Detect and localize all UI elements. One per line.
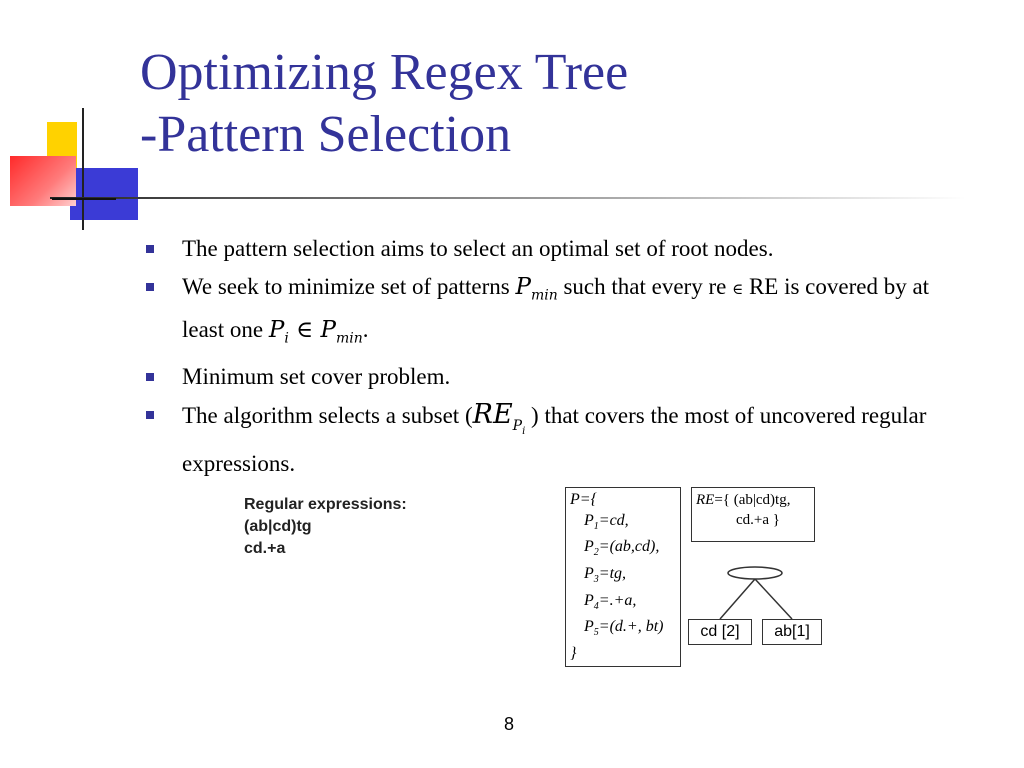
slide-title-line1: Optimizing Regex Tree xyxy=(140,44,629,101)
bullet-text: We seek to minimize set of patterns xyxy=(182,274,516,299)
bullet-text: Minimum set cover problem. xyxy=(182,364,451,390)
bullet-square-icon xyxy=(146,283,154,291)
bullet-text: . xyxy=(362,316,369,342)
re-set-line2: cd.+a } xyxy=(736,512,780,528)
re-item: (ab|cd)tg xyxy=(244,518,312,535)
tree-node-cd: cd [2] xyxy=(688,619,752,645)
re-set-line1: RE={ (ab|cd)tg, xyxy=(696,492,791,508)
bullet-text: The algorithm selects a subset ( xyxy=(182,403,473,429)
slide-title xyxy=(140,42,628,166)
regular-expressions-figure xyxy=(244,494,407,560)
bullet-item-2 xyxy=(144,270,964,355)
bullet-square-icon xyxy=(146,245,154,253)
re-heading: Regular expressions: xyxy=(244,496,407,513)
math-pi-in-pmin: $P_i$ ∈ $P_{min}$ xyxy=(268,316,363,347)
tree-edge-left xyxy=(720,579,755,619)
pattern-item: $P_3=tg$, xyxy=(584,564,627,586)
bullet-item-3 xyxy=(144,360,964,393)
re-set-box xyxy=(691,487,815,542)
bullet-text: ) that covers the most of uncovered regular expressions. xyxy=(182,403,927,477)
tree-node-ab: ab[1] xyxy=(762,619,822,645)
slide-title-line2: -Pattern Selection xyxy=(140,106,512,163)
bullet-text: RE is covered by at least one xyxy=(182,274,930,342)
bullet-text: such that every re xyxy=(557,274,733,299)
math-re-pi: $RE_{P_i}$ xyxy=(472,399,526,437)
pattern-item: $P_2=(ab,cd)$, xyxy=(584,538,660,559)
decor-blue-square xyxy=(70,168,138,220)
math-element-of: ∈ xyxy=(732,280,744,298)
bullet-item-1 xyxy=(144,232,964,265)
page-number: 8 xyxy=(504,714,515,734)
pattern-item: $P_4=.+a$, xyxy=(584,591,637,612)
pattern-set-box xyxy=(565,487,681,667)
math-p-min: $P_{min}$ xyxy=(515,274,558,304)
bullet-square-icon xyxy=(146,411,154,419)
pattern-item: $P_1=cd$, xyxy=(584,511,629,532)
tree-root-node xyxy=(728,567,782,579)
decor-horizontal-line xyxy=(52,198,116,200)
pattern-item: $P_5=(d.+$, bt) xyxy=(584,618,664,639)
bullet-item-4 xyxy=(144,398,964,480)
decor-vertical-line xyxy=(82,108,84,230)
bullet-list xyxy=(144,232,964,485)
pattern-set-open: P={ xyxy=(570,491,597,508)
re-item: cd.+a xyxy=(244,540,286,557)
title-underline xyxy=(50,197,966,199)
bullet-text: The pattern selection aims to select an optimal set of root nodes. xyxy=(182,236,774,261)
regex-tree-diagram xyxy=(686,562,826,622)
bullet-square-icon xyxy=(146,373,154,381)
tree-edge-right xyxy=(755,579,792,619)
pattern-set-close: } xyxy=(570,644,577,662)
